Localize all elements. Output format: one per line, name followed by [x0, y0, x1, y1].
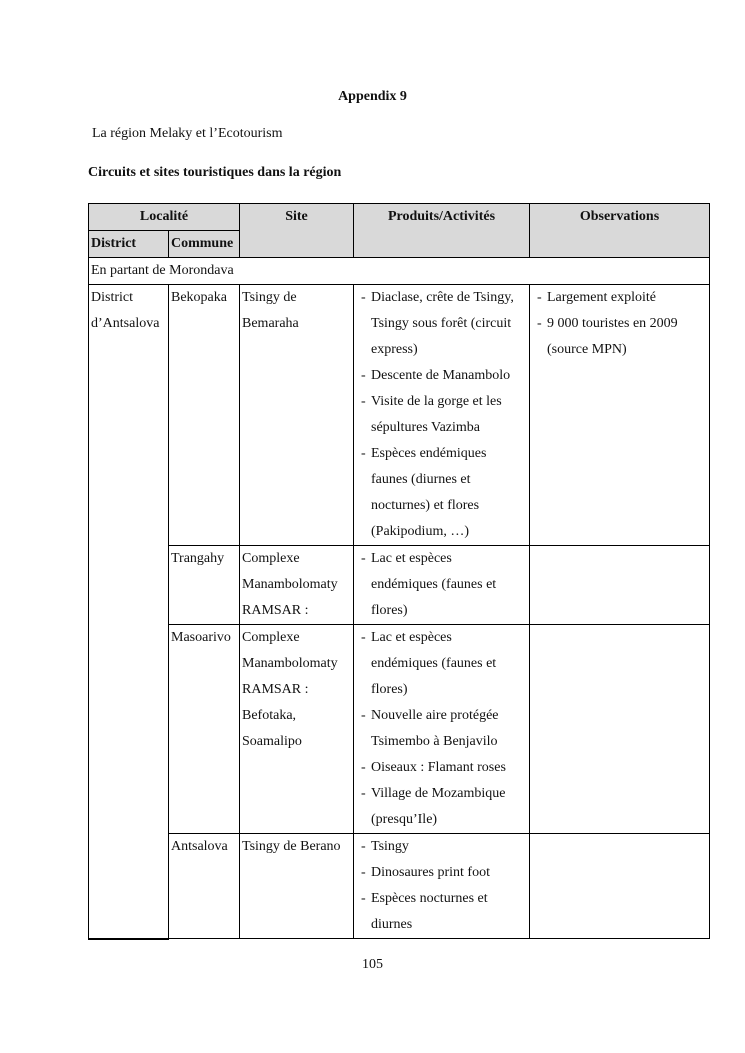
- list-item-line: - Descente de Manambolo: [371, 368, 511, 383]
- list-item-line: (source MPN): [547, 342, 627, 357]
- observations-cell: [530, 546, 710, 625]
- list-item-line: - Lac et espèces: [371, 551, 452, 566]
- site-line: Bemaraha: [242, 316, 299, 331]
- header-localite: Localité: [89, 204, 240, 231]
- list-item-line: faunes (diurnes et: [371, 472, 471, 487]
- site-line: Complexe: [242, 630, 300, 645]
- list-item-line: Tsimembo à Benjavilo: [371, 734, 498, 749]
- list-item-line: - Village de Mozambique: [371, 786, 506, 801]
- list-item: [356, 703, 527, 755]
- list-item-line: - Tsingy: [371, 839, 409, 854]
- appendix-title: Appendix 9: [338, 89, 407, 104]
- products-cell: [354, 625, 530, 834]
- table-row: [89, 285, 710, 546]
- commune-cell: Antsalova: [169, 834, 240, 939]
- header-site: Site: [240, 204, 354, 258]
- district-cell: [89, 285, 169, 939]
- site-line: Tsingy de: [242, 290, 297, 305]
- list-item: [356, 755, 527, 781]
- header-produits: Produits/Activités: [354, 204, 530, 258]
- products-cell-list: [356, 285, 527, 545]
- site-line: Manambolomaty: [242, 577, 338, 592]
- observations-cell: [530, 625, 710, 834]
- observations-cell: [530, 285, 710, 546]
- district-line: District: [91, 290, 133, 305]
- site-cell: [240, 834, 354, 939]
- table-row: [89, 546, 710, 625]
- list-item-line: endémiques (faunes et: [371, 577, 497, 592]
- list-item-line: flores): [371, 603, 408, 618]
- header-commune: Commune: [169, 231, 240, 258]
- list-item-line: - Dinosaures print foot: [371, 865, 490, 880]
- list-item: [356, 625, 527, 703]
- commune-cell: Trangahy: [169, 546, 240, 625]
- span-row-morondava: En partant de Morondava: [89, 258, 710, 285]
- list-item-line: - Oiseaux : Flamant roses: [371, 760, 506, 775]
- list-item-line: - Visite de la gorge et les: [371, 394, 502, 409]
- list-item: [356, 860, 527, 886]
- list-item-line: sépultures Vazimba: [371, 420, 480, 435]
- site-line: RAMSAR :: [242, 603, 309, 618]
- header-district: District: [89, 231, 169, 258]
- list-item-line: diurnes: [371, 917, 413, 932]
- list-item-line: - 9 000 touristes en 2009: [547, 316, 678, 331]
- list-item: [532, 285, 707, 311]
- header-observations: Observations: [530, 204, 710, 258]
- list-item: [356, 441, 527, 545]
- list-item-line: (presqu’Ile): [371, 812, 438, 827]
- products-cell: [354, 834, 530, 939]
- list-item-line: express): [371, 342, 418, 357]
- list-item-line: - Lac et espèces: [371, 630, 452, 645]
- list-item: [356, 546, 527, 624]
- site-cell: [240, 285, 354, 546]
- intro-text: La région Melaky et l’Ecotourism: [92, 126, 283, 141]
- site-cell: [240, 546, 354, 625]
- site-line: RAMSAR :: [242, 682, 309, 697]
- products-cell-list: [356, 625, 527, 833]
- table-row: [89, 834, 710, 939]
- site-line: Tsingy de Berano: [242, 839, 341, 854]
- list-item: [356, 886, 527, 938]
- list-item-line: - Diaclase, crête de Tsingy,: [371, 290, 514, 305]
- list-item: [356, 363, 527, 389]
- list-item-line: (Pakipodium, …): [371, 524, 469, 539]
- tourism-sites-table: [88, 203, 710, 940]
- site-line: Soamalipo: [242, 734, 302, 749]
- products-cell-list: [356, 834, 527, 938]
- observations-cell-list: [532, 285, 707, 363]
- site-line: Befotaka,: [242, 708, 297, 723]
- products-cell-list: [356, 546, 527, 624]
- section-title: Circuits et sites touristiques dans la région: [88, 165, 342, 180]
- list-item-line: endémiques (faunes et: [371, 656, 497, 671]
- observations-cell: [530, 834, 710, 939]
- list-item: [356, 389, 527, 441]
- list-item-line: flores): [371, 682, 408, 697]
- site-cell: [240, 625, 354, 834]
- district-line: d’Antsalova: [91, 316, 160, 331]
- page-number: 105: [362, 957, 383, 972]
- list-item: [532, 311, 707, 363]
- list-item-line: - Nouvelle aire protégée: [371, 708, 499, 723]
- list-item: [356, 285, 527, 363]
- site-line: Complexe: [242, 551, 300, 566]
- commune-cell: Masoarivo: [169, 625, 240, 834]
- products-cell: [354, 285, 530, 546]
- list-item-line: - Espèces nocturnes et: [371, 891, 488, 906]
- commune-cell: Bekopaka: [169, 285, 240, 546]
- table-row: [89, 625, 710, 834]
- list-item-line: - Espèces endémiques: [371, 446, 487, 461]
- list-item: [356, 834, 527, 860]
- list-item-line: Tsingy sous forêt (circuit: [371, 316, 512, 331]
- site-line: Manambolomaty: [242, 656, 338, 671]
- list-item-line: - Largement exploité: [547, 290, 656, 305]
- products-cell: [354, 546, 530, 625]
- list-item: [356, 781, 527, 833]
- list-item-line: nocturnes) et flores: [371, 498, 480, 513]
